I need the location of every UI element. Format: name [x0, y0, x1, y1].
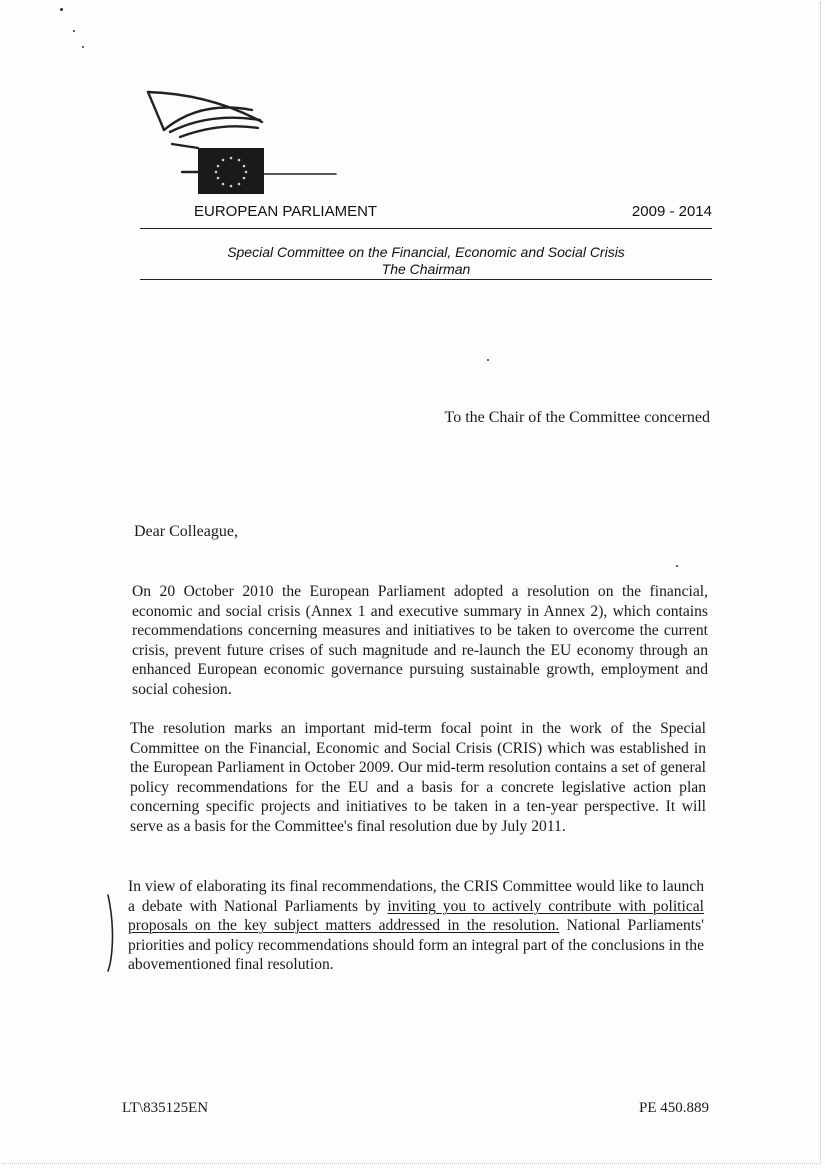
paragraph-3 — [128, 877, 704, 975]
addressee: To the Chair of the Committee concerned — [444, 409, 710, 426]
logo-stroke — [148, 92, 164, 130]
european-parliament-logo-icon — [140, 82, 340, 202]
logo-arc — [170, 118, 260, 132]
scan-speck — [60, 8, 63, 11]
header-rule — [140, 279, 712, 280]
institution-name: EUROPEAN PARLIAMENT — [194, 203, 378, 220]
scan-speck — [73, 30, 75, 32]
document-reference: LT\835125EN — [122, 1100, 209, 1116]
paragraph-3-start: In view of elaborating its final recommendations, the CRIS Committee would like to launch a debate with National Parliaments by — [128, 878, 704, 915]
paragraph-3-end: National Parliaments' priorities and policy recommendations should form an integral part of the conclusions in the abovementioned final resolution. — [128, 917, 704, 974]
scan-speck — [487, 359, 489, 361]
header-rule — [140, 228, 712, 229]
underlined-request: inviting you to actively contribute with political proposals on the key subject matters addressed in the resolution. — [128, 897, 704, 935]
legislative-term: 2009 - 2014 — [631, 203, 712, 220]
paragraph-2: The resolution marks an important mid-term focal point in the work of the Special Committee on the Financial, Economic and Social Crisis (CRIS) which was established in the European Parliament in October 2009. Our mid-term resolution contains a set of general policy recommendations for the EU and a basis for a concrete legislative action plan concerning specific projects and initiatives to be taken in a ten-year perspective. It will serve as a basis for the Committee's final resolution due by July 2011. — [130, 720, 706, 835]
scan-speck — [676, 565, 678, 567]
committee-name: Special Committee on the Financial, Economic and Social Crisis — [227, 244, 625, 260]
scan-speck — [82, 46, 84, 48]
chairman-label: The Chairman — [381, 261, 471, 277]
paragraph-1: On 20 October 2010 the European Parliament adopted a resolution on the financial, economic and social crisis (Annex 1 and executive summary in Annex 2), which contains recommendations concerning measures and initiatives to be taken to overcome the current crisis, prevent future crises of such magnitude and re-launch the EU economy through an enhanced European economic governance pursuing sustainable growth, employment and social cohesion. — [132, 583, 708, 698]
logo-stroke — [172, 144, 198, 148]
logo-arc — [180, 126, 258, 137]
pe-number: PE 450.889 — [638, 1100, 709, 1116]
salutation: Dear Colleague, — [134, 523, 238, 540]
handwritten-margin-bracket-icon — [104, 893, 118, 973]
committee-block — [140, 244, 712, 278]
